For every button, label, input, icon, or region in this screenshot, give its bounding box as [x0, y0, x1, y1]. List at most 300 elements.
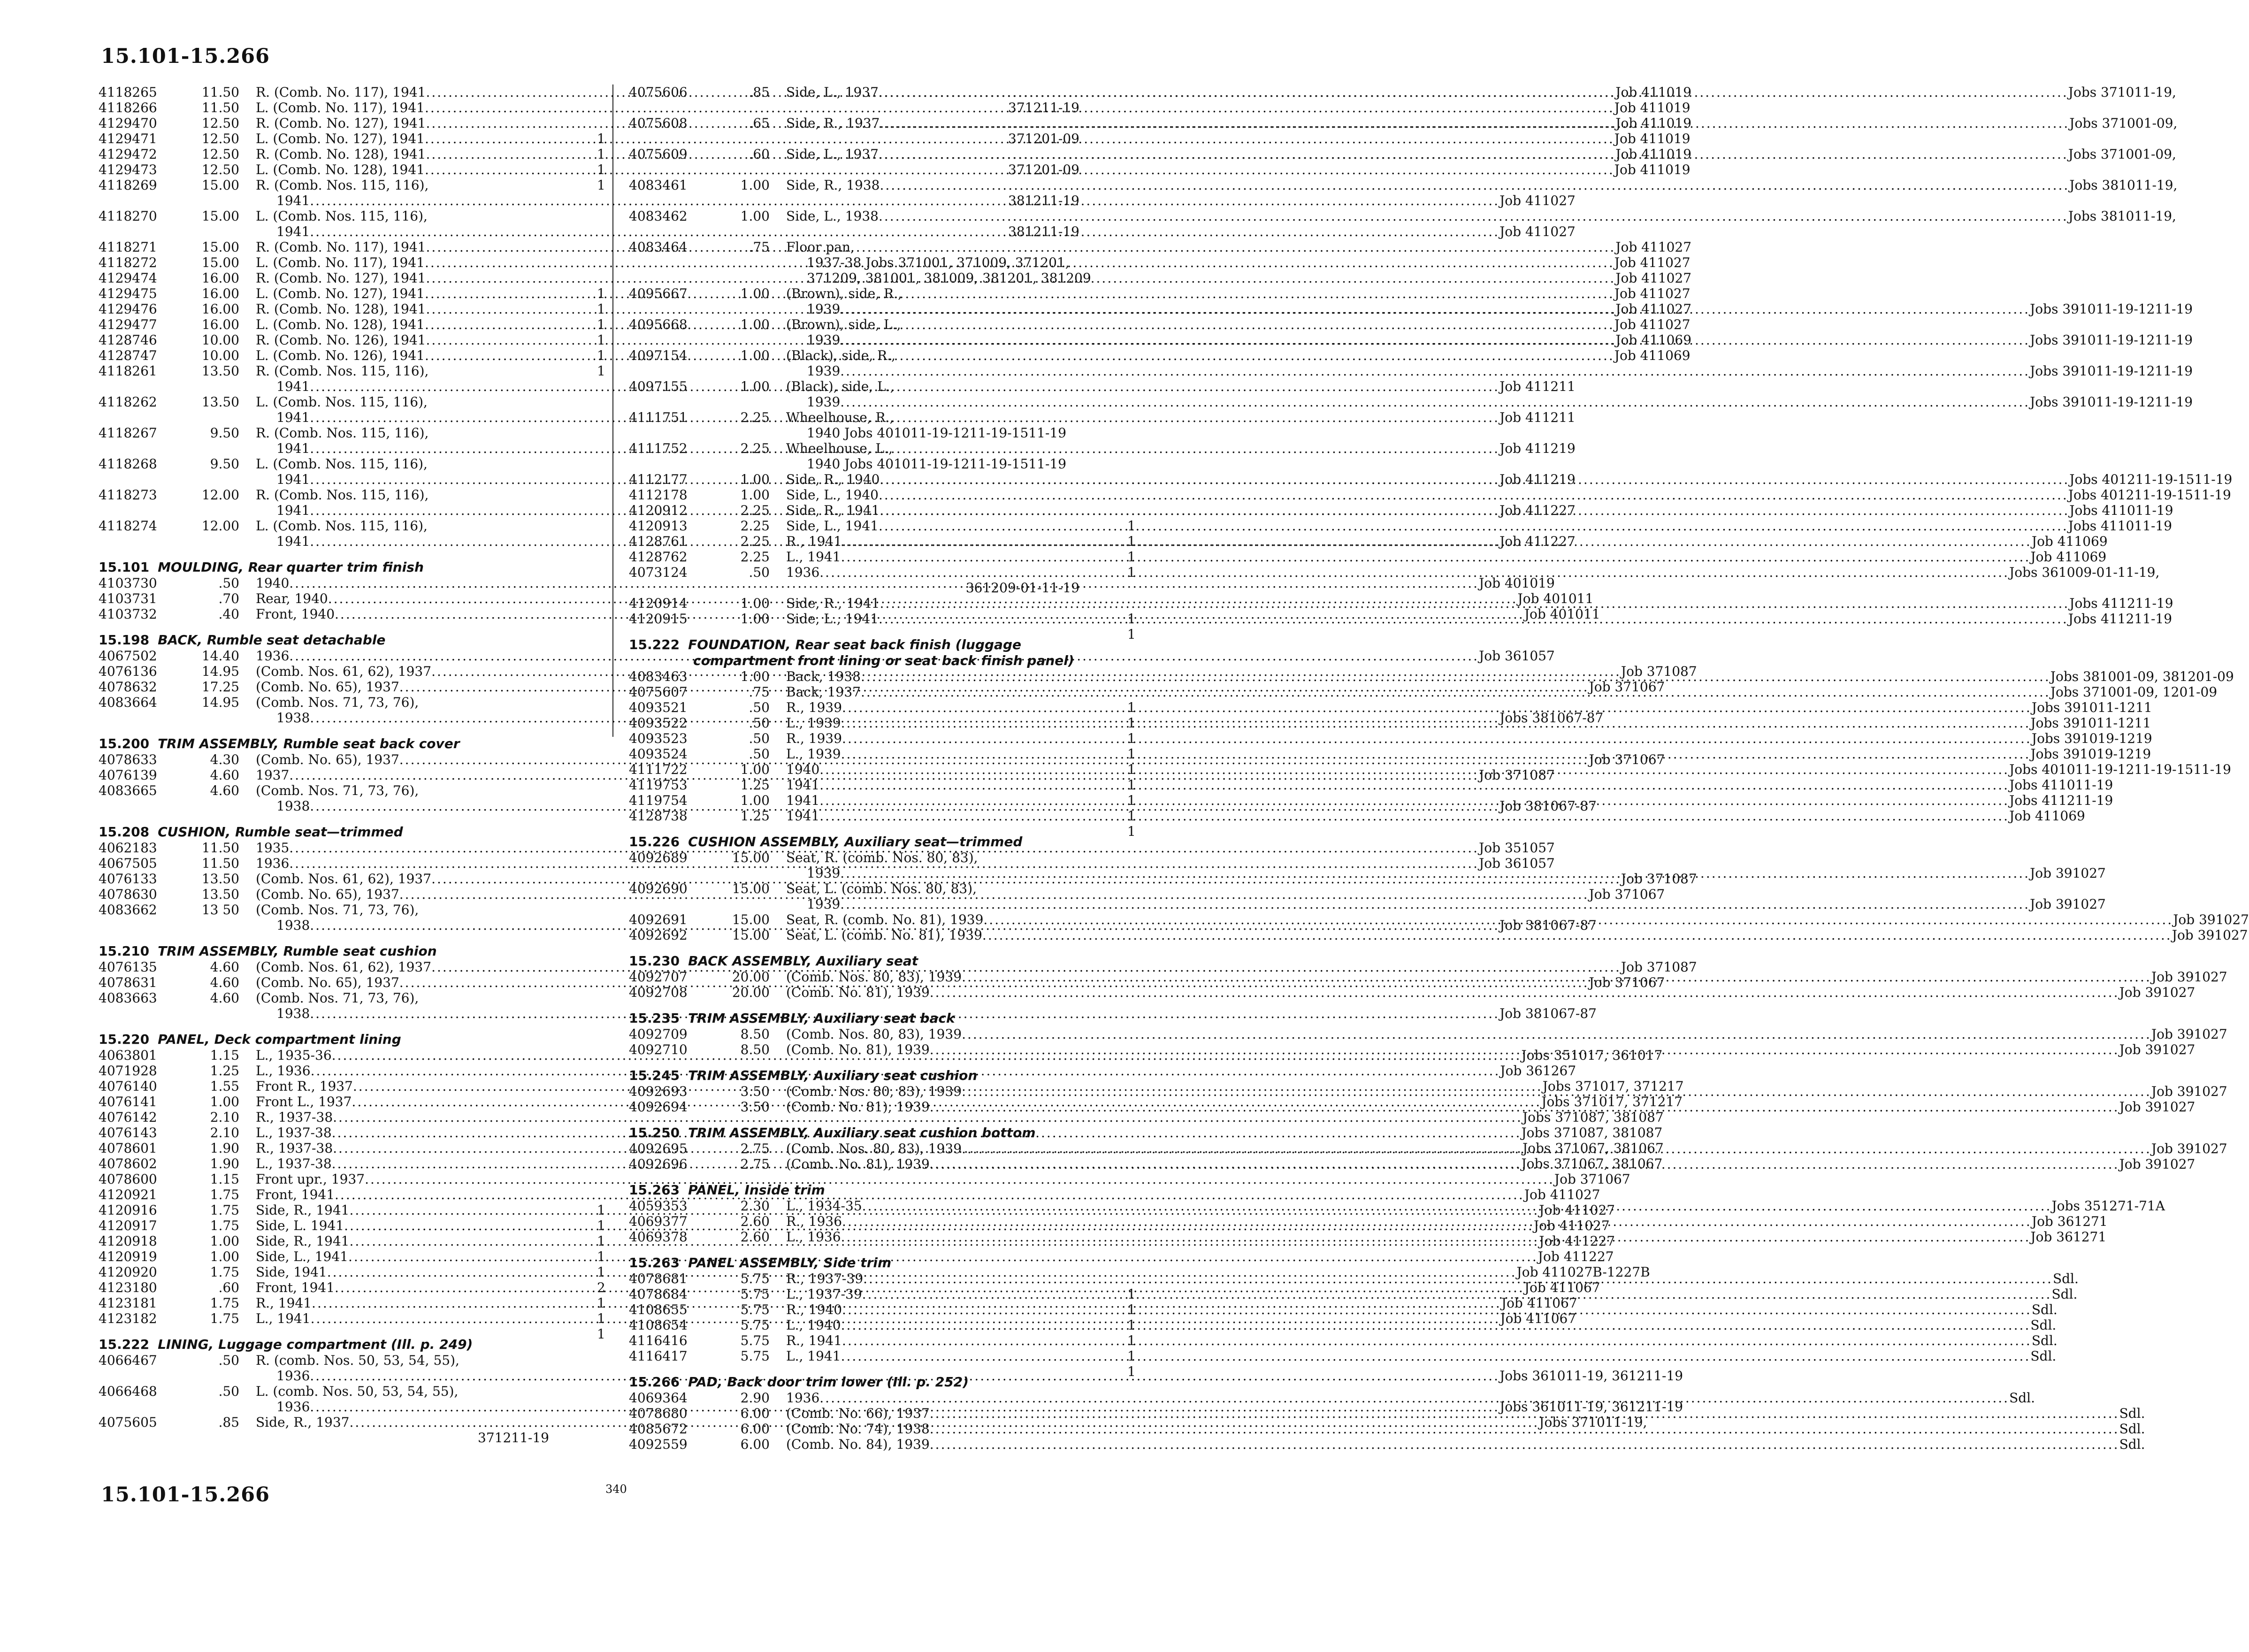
entry-job: Jobs 371017, 371217 [1542, 1078, 1684, 1094]
section-title: PANEL, Inside trim [688, 1182, 825, 1198]
part-number: 4120912 [629, 503, 688, 518]
quantity: 1 [597, 1264, 605, 1280]
dot-leader [861, 684, 2050, 700]
entry-description: L. (comb. Nos. 50, 53, 54, 55), [256, 1384, 459, 1399]
entry-text [786, 700, 2152, 715]
dot-leader [840, 301, 2030, 317]
entry-job: Jobs 371087, 381087 [1521, 1125, 1663, 1140]
part-price: 12.50 [201, 131, 239, 146]
part-number: 4120916 [99, 1202, 157, 1218]
entry-description: L. (Comb. Nos. 115, 116), [256, 456, 428, 472]
part-number: 4120913 [629, 518, 688, 534]
entry-description: (Comb. Nos. 80, 83), 1939 [786, 1141, 962, 1156]
leader-line [786, 363, 2193, 379]
section-heading [99, 824, 615, 840]
entry-job: Job 411019 [1615, 115, 1692, 131]
part-number: 4083663 [99, 990, 157, 1006]
entry-description: R., 1940 [786, 1302, 842, 1317]
entry-job: Job 411019 [1614, 162, 1691, 177]
part-number: 4069364 [629, 1390, 688, 1406]
entry-description: R. (Comb. No. 127), 1941 [256, 270, 426, 286]
entry-description: 1939 [807, 301, 841, 317]
dot-leader [842, 1302, 2032, 1317]
entry-job: Job 411027 [1614, 317, 1691, 332]
part-number: 4073124 [629, 565, 688, 580]
leader-line [786, 518, 2173, 534]
section-number: 15.263 [629, 1182, 680, 1198]
entry-job: Jobs 411011-19 [2009, 777, 2113, 793]
entry-job: Job 411067 [1524, 1280, 1600, 1295]
part-price: 16.00 [201, 270, 239, 286]
section-heading [99, 632, 615, 648]
part-price: 4.60 [210, 783, 239, 798]
dot-leader [930, 1406, 2119, 1421]
table-row [629, 1437, 2145, 1452]
entry-job: Job 391027 [2151, 1084, 2227, 1099]
part-price: 1.00 [740, 669, 770, 684]
entry-job: Sdl. [2030, 1348, 2057, 1364]
part-number: 4120915 [629, 611, 688, 627]
entry-job: Job 411211 [1499, 410, 1576, 425]
entry-description: R. (Comb. Nos. 115, 116), [256, 363, 429, 379]
section-title: TRIM ASSEMBLY, Auxiliary seat cushion [688, 1068, 978, 1083]
entry-description: R. (Comb. Nos. 115, 116), [256, 425, 429, 441]
quantity: 1 [597, 131, 605, 146]
entry-description: Front R., 1937 [256, 1078, 353, 1094]
entry-job: Job 361057 [1479, 648, 1555, 664]
entry-job: Job 411027 [1499, 224, 1576, 239]
entry-text [786, 1026, 2227, 1042]
entry-job-continued: 381211-19 [1008, 224, 1079, 239]
part-price: 17.25 [201, 679, 239, 695]
part-price: .65 [749, 115, 770, 131]
quantity: 1 [597, 363, 605, 379]
entry-job: Job 371087 [1621, 664, 1697, 679]
dot-leader [841, 1348, 2031, 1364]
part-number: 4129474 [99, 270, 157, 286]
quantity: 1 [1127, 762, 1136, 777]
entry-job: Job 411219 [1499, 472, 1576, 487]
entry-job: Jobs 371067, 381067 [1522, 1140, 1664, 1156]
part-number: 4093524 [629, 746, 688, 762]
part-number: 4093523 [629, 731, 688, 746]
entry-description: R. (Comb. No. 117), 1941 [256, 84, 426, 100]
part-price: .50 [218, 575, 239, 591]
quantity: 1 [597, 1249, 605, 1264]
entry-description: L. (Comb. No. 117), 1941 [256, 255, 425, 270]
part-number: 4076140 [99, 1078, 157, 1094]
part-number: 4092709 [629, 1026, 688, 1042]
leader-line [786, 896, 2106, 912]
entry-description: R. (Comb. No. 117), 1941 [256, 239, 426, 255]
entry-job: Job 361057 [1479, 856, 1555, 871]
part-price: .60 [749, 146, 770, 162]
dot-leader [819, 1390, 2009, 1406]
dot-leader [880, 177, 2069, 193]
entry-description: Side, R., 1941 [256, 1233, 350, 1249]
part-price: 16.00 [201, 317, 239, 332]
entry-job: Job 351057 [1479, 840, 1555, 856]
quantity: 1 [1127, 1317, 1136, 1333]
part-price: 1.15 [210, 1171, 239, 1187]
dot-leader [962, 1084, 2151, 1099]
entry-job: Job 411027 [1533, 1218, 1610, 1233]
quantity: 1 [1127, 700, 1136, 715]
entry-description: Side, L., 1940 [786, 487, 879, 503]
quantity: 1 [597, 1202, 605, 1218]
leader-line [786, 927, 2248, 943]
entry-description: R., 1941 [786, 1333, 842, 1348]
table-row [629, 1026, 2227, 1042]
dot-leader [841, 715, 2031, 731]
entry-job-continued: 361209-01-11-19 [965, 580, 1079, 596]
entry-job: Jobs 371017, 371217 [1541, 1094, 1683, 1109]
dot-leader [930, 1156, 2119, 1172]
part-price: 13.50 [201, 887, 239, 902]
part-price: 1.00 [740, 208, 770, 224]
entry-description: R. (Comb. No. 128), 1941 [256, 301, 426, 317]
dot-leader [840, 896, 2030, 912]
part-number: 4067502 [99, 648, 157, 664]
leader-line [256, 1109, 1664, 1125]
entry-job: Job 411027 [1615, 270, 1692, 286]
entry-description: Side, R., 1937 [786, 115, 880, 131]
entry-description: 1936 [786, 1390, 820, 1406]
entry-job: Job 361267 [1500, 1063, 1576, 1078]
dot-leader [862, 1286, 2052, 1302]
quantity: 1 [1127, 518, 1136, 534]
part-price: 2.25 [740, 549, 770, 565]
part-price: 15.00 [201, 177, 239, 193]
dot-leader [862, 1198, 2052, 1214]
leader-line [786, 565, 2160, 580]
entry-text [786, 731, 2152, 746]
dot-leader [962, 969, 2151, 985]
entry-job: Job 391027 [2151, 1141, 2227, 1156]
part-price: 6.00 [740, 1437, 770, 1452]
part-price: 16.00 [201, 286, 239, 301]
entry-text [786, 1348, 2057, 1364]
entry-description-line2: 1940 Jobs 401011-19-1211-19-1511-19 [807, 425, 1067, 441]
dot-leader [842, 534, 2032, 549]
entry-description: Front upr., 1937 [256, 1171, 365, 1187]
entry-text [786, 1333, 2058, 1348]
quantity: 1 [1127, 1333, 1136, 1348]
dot-leader [840, 865, 2030, 881]
entry-description: Front, 1941 [256, 1280, 335, 1295]
part-price: 13.50 [201, 871, 239, 887]
entry-description: L., 1939 [786, 715, 841, 731]
entry-job: Sdl. [2031, 1302, 2058, 1317]
part-number: 4111751 [629, 410, 688, 425]
part-number: 4078630 [99, 887, 157, 902]
part-number: 4120920 [99, 1264, 157, 1280]
entry-description: Seat, L. (comb. No. 81), 1939 [786, 927, 982, 943]
quantity: 1 [1127, 1364, 1136, 1379]
part-number: 4108655 [629, 1302, 688, 1317]
entry-description: R. (Comb. No. 127), 1941 [256, 115, 426, 131]
entry-description: (Comb. Nos. 71, 73, 76), [256, 990, 419, 1006]
entry-text [256, 1109, 1664, 1125]
part-price: 5.75 [740, 1317, 770, 1333]
entry-job: Jobs 351017, 361017 [1521, 1048, 1663, 1063]
part-price: 4.30 [210, 752, 239, 767]
entry-description: Seat, L. (comb. Nos. 80, 83), [786, 881, 977, 896]
quantity: 1 [597, 286, 605, 301]
entry-description-line2: 1940 Jobs 401011-19-1211-19-1511-19 [807, 456, 1067, 472]
part-price: 4.60 [210, 767, 239, 783]
part-price: 12.50 [201, 115, 239, 131]
entry-job: Jobs 381011-19, [2068, 208, 2176, 224]
section-title: TRIM ASSEMBLY, Rumble seat back cover [158, 736, 460, 751]
entry-job: Job 371067 [1589, 887, 1665, 902]
section-heading [629, 1010, 1145, 1026]
entry-description: R., 1939 [786, 731, 842, 746]
entry-job: Job 371067 [1589, 752, 1665, 767]
part-price: 2.30 [740, 1198, 770, 1214]
entry-job: Jobs 381001-09, 381201-09 [2050, 669, 2234, 684]
part-price: .50 [749, 746, 770, 762]
entry-description: L. (Comb. No. 128), 1941 [256, 162, 425, 177]
part-price: 1.00 [740, 317, 770, 332]
part-price: 1.75 [210, 1187, 239, 1202]
part-number: 4092691 [629, 912, 688, 927]
entry-description: 1941 [786, 793, 820, 808]
part-price: 15.00 [201, 239, 239, 255]
entry-description: L., 1936 [786, 1229, 841, 1245]
quantity: 1 [597, 1295, 605, 1311]
quantity: 1 [1127, 777, 1136, 793]
part-number: 4112178 [629, 487, 688, 503]
entry-description: L. (Comb. Nos. 115, 116), [256, 394, 428, 410]
leader-line [786, 487, 2231, 503]
entry-description: 1941 [276, 441, 310, 456]
entry-description: L. (Comb. No. 127), 1941 [256, 286, 425, 301]
entry-description: (Comb. No. 66), 1937 [786, 1406, 930, 1421]
part-price: .70 [218, 591, 239, 606]
entry-description: R., 1941 [786, 534, 842, 549]
part-price: 5.75 [740, 1286, 770, 1302]
quantity: 1 [597, 177, 605, 193]
entry-job: Jobs 371011-19, [2068, 84, 2176, 100]
entry-text [786, 985, 2195, 1000]
part-price: 1.00 [740, 379, 770, 394]
entry-description: 1938 [276, 710, 310, 726]
leader-line [256, 1171, 1630, 1187]
quantity: 1 [597, 317, 605, 332]
entry-job: Job 371087 [1621, 959, 1697, 975]
entry-job: Jobs 411211-19 [2069, 596, 2173, 611]
entry-description: Rear, 1940 [256, 591, 328, 606]
entry-description: L., 1940 [786, 1317, 841, 1333]
entry-job: Jobs 391011-1211 [2030, 715, 2151, 731]
entry-job-continued: 371201-09 [1008, 162, 1079, 177]
section-number: 15.198 [99, 632, 150, 648]
section-title: TRIM ASSEMBLY, Rumble seat cushion [158, 943, 437, 959]
part-number: 4120919 [99, 1249, 157, 1264]
part-price: 20.00 [732, 969, 770, 985]
leader-line [786, 394, 2193, 410]
entry-job: Job 401011 [1517, 591, 1594, 606]
section-heading [99, 559, 615, 575]
part-number: 4092695 [629, 1141, 688, 1156]
entry-description: Side, L., 1938 [786, 208, 879, 224]
quantity: 1 [597, 348, 605, 363]
leader-line [786, 208, 2176, 224]
part-number: 4128747 [99, 348, 157, 363]
quantity: 1 [1127, 793, 1136, 808]
entry-job: Job 371087 [1621, 871, 1697, 887]
section-heading [629, 953, 1145, 969]
part-price: 2.10 [210, 1109, 239, 1125]
leader-line [786, 177, 2178, 193]
entry-description: 1939 [807, 896, 841, 912]
part-price: 12.00 [201, 518, 239, 534]
entry-job: Sdl. [2031, 1333, 2058, 1348]
entry-description: Seat, R. (comb. Nos. 80, 83), [786, 850, 978, 865]
part-number: 4103730 [99, 575, 157, 591]
entry-job: Job 411069 [2030, 549, 2107, 565]
dot-leader [819, 762, 2009, 777]
entry-job: Jobs 371001-09, [2068, 146, 2176, 162]
part-number: 4083464 [629, 239, 688, 255]
dot-leader [879, 487, 2068, 503]
part-price: 1.00 [740, 793, 770, 808]
part-number: 4076141 [99, 1094, 157, 1109]
part-number: 4129470 [99, 115, 157, 131]
part-price: 1.00 [740, 286, 770, 301]
section-heading [629, 834, 1145, 850]
dot-leader [841, 1229, 2031, 1245]
part-number: 4118265 [99, 84, 157, 100]
table-row [629, 927, 2248, 943]
entry-job: Jobs 401011-19-1211-19-1511-19 [2009, 762, 2231, 777]
entry-description: (Brown), side, R., [786, 286, 902, 301]
part-price: 16.00 [201, 301, 239, 317]
part-price: 1.75 [210, 1311, 239, 1326]
entry-job: Job 411027 [1614, 255, 1691, 270]
part-number: 4119754 [629, 793, 688, 808]
entry-description: Side, R., 1937 [256, 1415, 350, 1430]
entry-job: Job 391027 [2030, 896, 2106, 912]
entry-description: Wheelhouse, R., [786, 410, 894, 425]
entry-job: Jobs 391011-19-1211-19 [2030, 301, 2193, 317]
entry-description: L. (Comb. No. 126), 1941 [256, 348, 425, 363]
dot-leader [861, 669, 2050, 684]
part-number: 4083662 [99, 902, 157, 918]
part-price: 2.90 [740, 1390, 770, 1406]
dot-leader [880, 472, 2069, 487]
entry-description: 1941 [276, 379, 310, 394]
entry-job: Job 411069 [1615, 332, 1692, 348]
entry-job: Jobs 411211-19 [2068, 611, 2173, 627]
dot-leader [930, 1421, 2119, 1437]
entry-description: L., 1936 [256, 1063, 311, 1078]
part-number: 4078681 [629, 1271, 688, 1286]
table-row [629, 487, 2231, 503]
entry-job: Jobs 371087, 381087 [1522, 1109, 1664, 1125]
part-number: 4129472 [99, 146, 157, 162]
table-row [629, 410, 1145, 441]
entry-text [786, 487, 2231, 503]
part-price: .85 [218, 1415, 239, 1430]
part-number: 4093522 [629, 715, 688, 731]
part-price: 8.50 [740, 1042, 770, 1057]
part-number: 4083461 [629, 177, 688, 193]
quantity: 1 [1127, 611, 1136, 627]
entry-description: (Black), side, R., [786, 348, 896, 363]
part-number: 4118262 [99, 394, 157, 410]
entry-description: (Comb. Nos. 80, 83), 1939 [786, 1026, 962, 1042]
part-price: 15.00 [732, 927, 770, 943]
section-title: PANEL ASSEMBLY, Side trim [688, 1255, 892, 1270]
leader-line [786, 1348, 2057, 1364]
leader-line [786, 985, 2195, 1000]
part-number: 4095668 [629, 317, 688, 332]
section-number: 15.230 [629, 953, 680, 969]
entry-description: (Comb. Nos. 61, 62), 1937 [256, 664, 432, 679]
leader-line [786, 549, 2107, 565]
part-price: 6.00 [740, 1421, 770, 1437]
quantity: 1 [1127, 565, 1136, 580]
section-number: 15.263 [629, 1255, 680, 1270]
section-title: BACK ASSEMBLY, Auxiliary seat [688, 953, 918, 969]
entry-description: 1941 [276, 503, 310, 518]
part-number: 4092707 [629, 969, 688, 985]
entry-description: Side, 1941 [256, 1264, 327, 1280]
section-heading [629, 637, 1145, 653]
dot-leader [930, 1042, 2119, 1057]
entry-job: Job 411067 [1500, 1311, 1576, 1326]
section-heading [629, 1068, 1145, 1084]
entry-job: Jobs 411011-19 [2069, 503, 2173, 518]
entry-description: R., 1937-39 [786, 1271, 864, 1286]
part-number: 4097154 [629, 348, 688, 363]
entry-job: Jobs 411011-19 [2068, 518, 2173, 534]
section-heading [99, 1337, 615, 1353]
entry-job: Sdl. [2052, 1271, 2079, 1286]
part-price: 5.75 [740, 1333, 770, 1348]
part-number: 4092689 [629, 850, 688, 865]
entry-job: Jobs 381067-87 [1499, 710, 1604, 726]
entry-description: 1935 [256, 840, 290, 856]
entry-description: L., 1941 [786, 549, 841, 565]
part-number: 4129475 [99, 286, 157, 301]
part-price: 1.00 [740, 762, 770, 777]
part-price: 10.00 [201, 332, 239, 348]
entry-description: 1941 [786, 808, 820, 824]
entry-description: 1938 [276, 918, 310, 933]
entry-job: Job 391027 [2173, 912, 2249, 927]
entry-job: Job 411027 [1524, 1187, 1600, 1202]
entry-description: (Comb. Nos. 71, 73, 76), [256, 695, 419, 710]
part-number: 4069378 [629, 1229, 688, 1245]
part-price: .50 [218, 1353, 239, 1368]
entry-description: 1936 [276, 1368, 310, 1384]
part-price: 14.40 [201, 648, 239, 664]
part-price: .85 [749, 84, 770, 100]
entry-job-continued: 371211-19 [478, 1430, 549, 1446]
part-number: 4076142 [99, 1109, 157, 1125]
quantity: 1 [597, 1326, 605, 1342]
entry-text [786, 239, 1091, 286]
entry-description: Floor pan, [786, 239, 855, 255]
section-title: TRIM ASSEMBLY, Auxiliary seat cushion bottom [688, 1125, 1036, 1140]
part-number: 4128761 [629, 534, 688, 549]
dot-leader [879, 518, 2068, 534]
entry-description: R., 1939 [786, 700, 842, 715]
entry-description: Side, R., 1941 [256, 1202, 350, 1218]
